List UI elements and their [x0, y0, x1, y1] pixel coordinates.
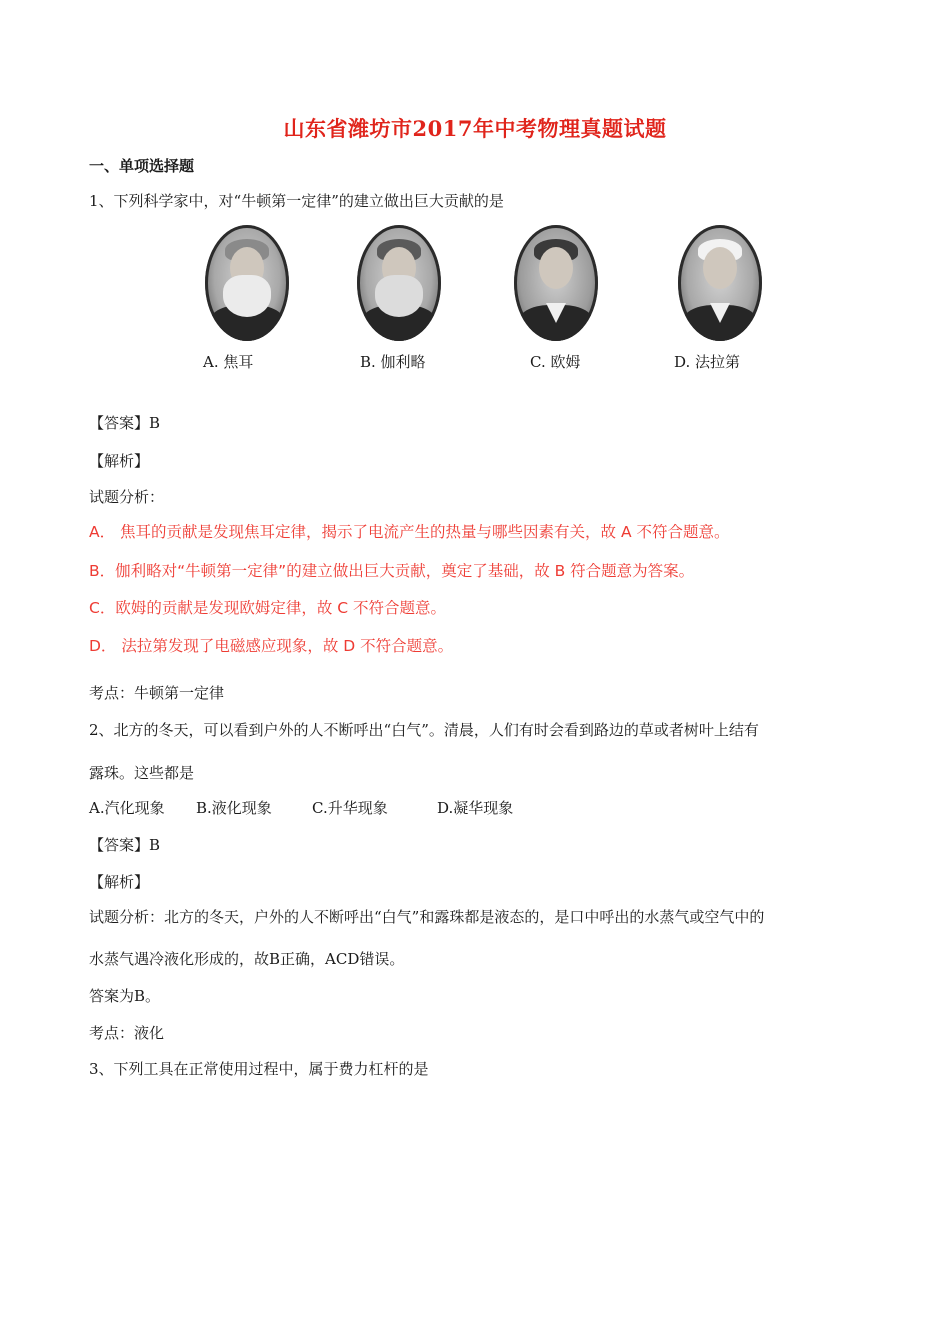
portrait-faraday-image: [678, 225, 762, 341]
q1-analysis-label: 【解析】: [89, 452, 150, 470]
q2-point: 考点：液化: [89, 1024, 165, 1042]
q2-option-c: C.升华现象: [312, 799, 388, 817]
q1-explanation-a: A． 焦耳的贡献是发现焦耳定律，揭示了电流产生的热量与哪些因素有关，故 A 不符合题意。: [89, 523, 730, 541]
portrait-galileo-image: [357, 225, 441, 341]
portrait-joule-image: [205, 225, 289, 341]
q2-analysis-line1: 试题分析：北方的冬天，户外的人不断呼出“白气”和露珠都是液态的，是口中呼出的水蒸气或空气中的: [89, 908, 765, 926]
q2-analysis-label: 【解析】: [89, 873, 150, 891]
option-b-caption: B. 伽利略: [360, 353, 426, 371]
q1-explanation-b: B．伽利略对“牛顿第一定律”的建立做出巨大贡献，奠定了基础，故 B 符合题意为答案。: [89, 562, 695, 580]
q2-option-b: B.液化现象: [196, 799, 272, 817]
option-c-caption: C. 欧姆: [530, 353, 581, 371]
q1-analysis-intro: 试题分析：: [89, 488, 165, 506]
page-title: 山东省潍坊市2017年中考物理真题试题: [283, 116, 667, 141]
q1-question: 1、下列科学家中，对“牛顿第一定律”的建立做出巨大贡献的是: [89, 192, 504, 210]
portrait-ohm-image: [514, 225, 598, 341]
q3-question: 3、下列工具在正常使用过程中，属于费力杠杆的是: [89, 1060, 429, 1078]
option-a-caption: A. 焦耳: [203, 353, 254, 371]
q2-answer: 【答案】B: [89, 836, 161, 854]
option-d-caption: D. 法拉第: [674, 353, 741, 371]
q1-answer: 【答案】B: [89, 414, 161, 432]
q2-analysis-line2: 水蒸气遇冷液化形成的，故B正确，ACD错误。: [89, 950, 405, 968]
q1-point: 考点：牛顿第一定律: [89, 684, 225, 702]
q1-explanation-c: C．欧姆的贡献是发现欧姆定律，故 C 不符合题意。: [89, 599, 447, 617]
q2-option-d: D.凝华现象: [437, 799, 514, 817]
q2-conclusion: 答案为B。: [89, 987, 161, 1005]
q1-explanation-d: D． 法拉第发现了电磁感应现象，故 D 不符合题意。: [89, 637, 454, 655]
q2-question-line2: 露珠。这些都是: [89, 764, 195, 782]
q2-question-line1: 2、北方的冬天，可以看到户外的人不断呼出“白气”。清晨，人们有时会看到路边的草或者树叶上结有: [89, 721, 759, 739]
q2-option-a: A.汽化现象: [89, 799, 165, 817]
section-heading: 一、单项选择题: [89, 157, 195, 175]
